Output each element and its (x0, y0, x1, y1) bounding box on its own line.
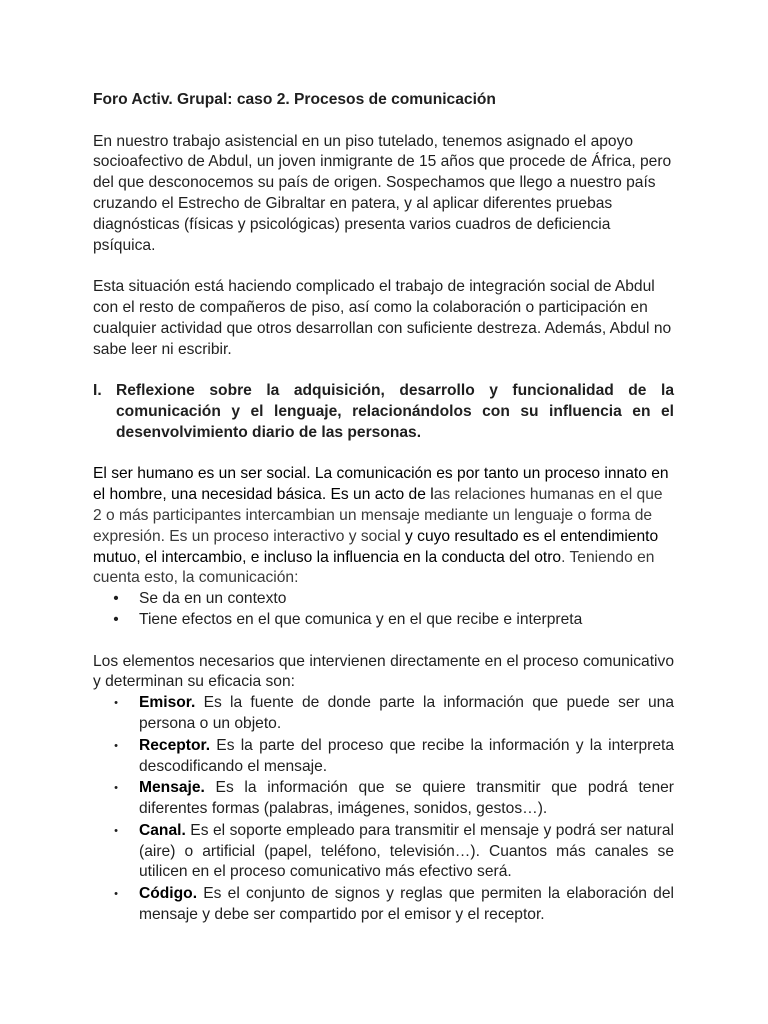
answer-part-2: as relaciones humanas en el que 2 o más participantes intercambian un mensaje mediante un lenguaje o forma de expresión. Es un proceso interactivo y social (93, 486, 663, 545)
list-item (93, 693, 674, 735)
question-number: I. (93, 382, 102, 400)
question-text: Reflexione sobre la adquisición, desarrollo y funcionalidad de la comunicación y el lenguaje, relacionándolos con su influencia en el desenvolvimiento diario de las personas. (116, 382, 674, 441)
list-item (93, 736, 674, 778)
element-term: Emisor. (139, 694, 196, 712)
bullet-icon: • (114, 888, 118, 901)
elements-list (93, 693, 674, 926)
element-desc: Es el soporte empleado para transmitir el mensaje y podrá ser natural (aire) o artificial (papel, teléfono, televisión…). Cuantos más canales se utilicen en el proceso comunicativo más efectivo será. (139, 821, 674, 881)
element-term: Receptor. (139, 736, 211, 754)
element-term: Canal. (139, 821, 186, 839)
list-item: • Tiene efectos en el que comunica y en el que recibe e interpreta (93, 610, 674, 631)
intro-paragraph-1: En nuestro trabajo asistencial en un piso tutelado, tenemos asignado el apoyo socioafectivo de Abdul, un joven inmigrante de 15 años que procede de África, pero del que desconocemos su país de origen. Sospechamos que llego a nuestro país cruzando el Estrecho de Gibraltar en patera, y al aplicar diferentes pruebas diagnósticas (físicas y psicológicas) presenta varios cuadros de deficiencia psíquica. (93, 132, 672, 254)
element-term: Código. (139, 885, 198, 903)
bullet-icon: • (114, 739, 118, 752)
list-item: • Se da en un contexto (93, 589, 674, 610)
document-body (93, 90, 674, 927)
element-desc: Es la fuente de donde parte la información que puede ser una persona o un objeto. (139, 694, 674, 732)
answer-part-1: El ser humano es un ser social. La comunicación es por tanto un proceso innato en el hombre, una necesidad básica. Es un acto de l (93, 465, 669, 504)
intro-paragraph-2: Esta situación está haciendo complicado el trabajo de integración social de Abdul con el resto de compañeros de piso, así como la colaboración o participación en cualquier actividad que otros desarrollan con suficiente destreza. Además, Abdul no sabe leer ni escribir. (93, 278, 672, 358)
element-term: Mensaje. (139, 779, 205, 797)
bullet-icon: • (113, 590, 119, 608)
bullet-icon: • (114, 824, 118, 837)
answer-part-4: . Teniendo en cuenta esto, la comunicación: (93, 548, 655, 587)
list-item (93, 884, 674, 926)
list-item (93, 778, 674, 820)
element-desc: Es la información que se quiere transmitir que podrá tener diferentes formas (palabras, imágenes, sonidos, gestos…). (139, 779, 674, 818)
document-title: Foro Activ. Grupal: caso 2. Procesos de comunicación (93, 91, 496, 108)
list-item (93, 821, 674, 883)
bullet-icon: • (113, 610, 119, 628)
elements-intro: Los elementos necesarios que intervienen directamente en el proceso comunicativo y determinan su eficacia son: (93, 652, 674, 691)
bullet-icon: • (114, 782, 118, 795)
element-desc: Es el conjunto de signos y reglas que permiten la elaboración del mensaje y debe ser compartido por el emisor y el receptor. (139, 885, 674, 924)
question-block (93, 381, 674, 443)
communication-traits-list (93, 589, 674, 631)
bullet-icon: • (114, 697, 118, 710)
element-desc: Es la parte del proceso que recibe la información y la interpreta descodificando el mensaje. (139, 736, 674, 775)
spacer (93, 631, 674, 652)
answer-part-3: y cuyo resultado es el entendimiento mutuo, el intercambio, e incluso la influencia en la conducta del otro (93, 527, 659, 566)
answer-paragraph (93, 464, 674, 589)
